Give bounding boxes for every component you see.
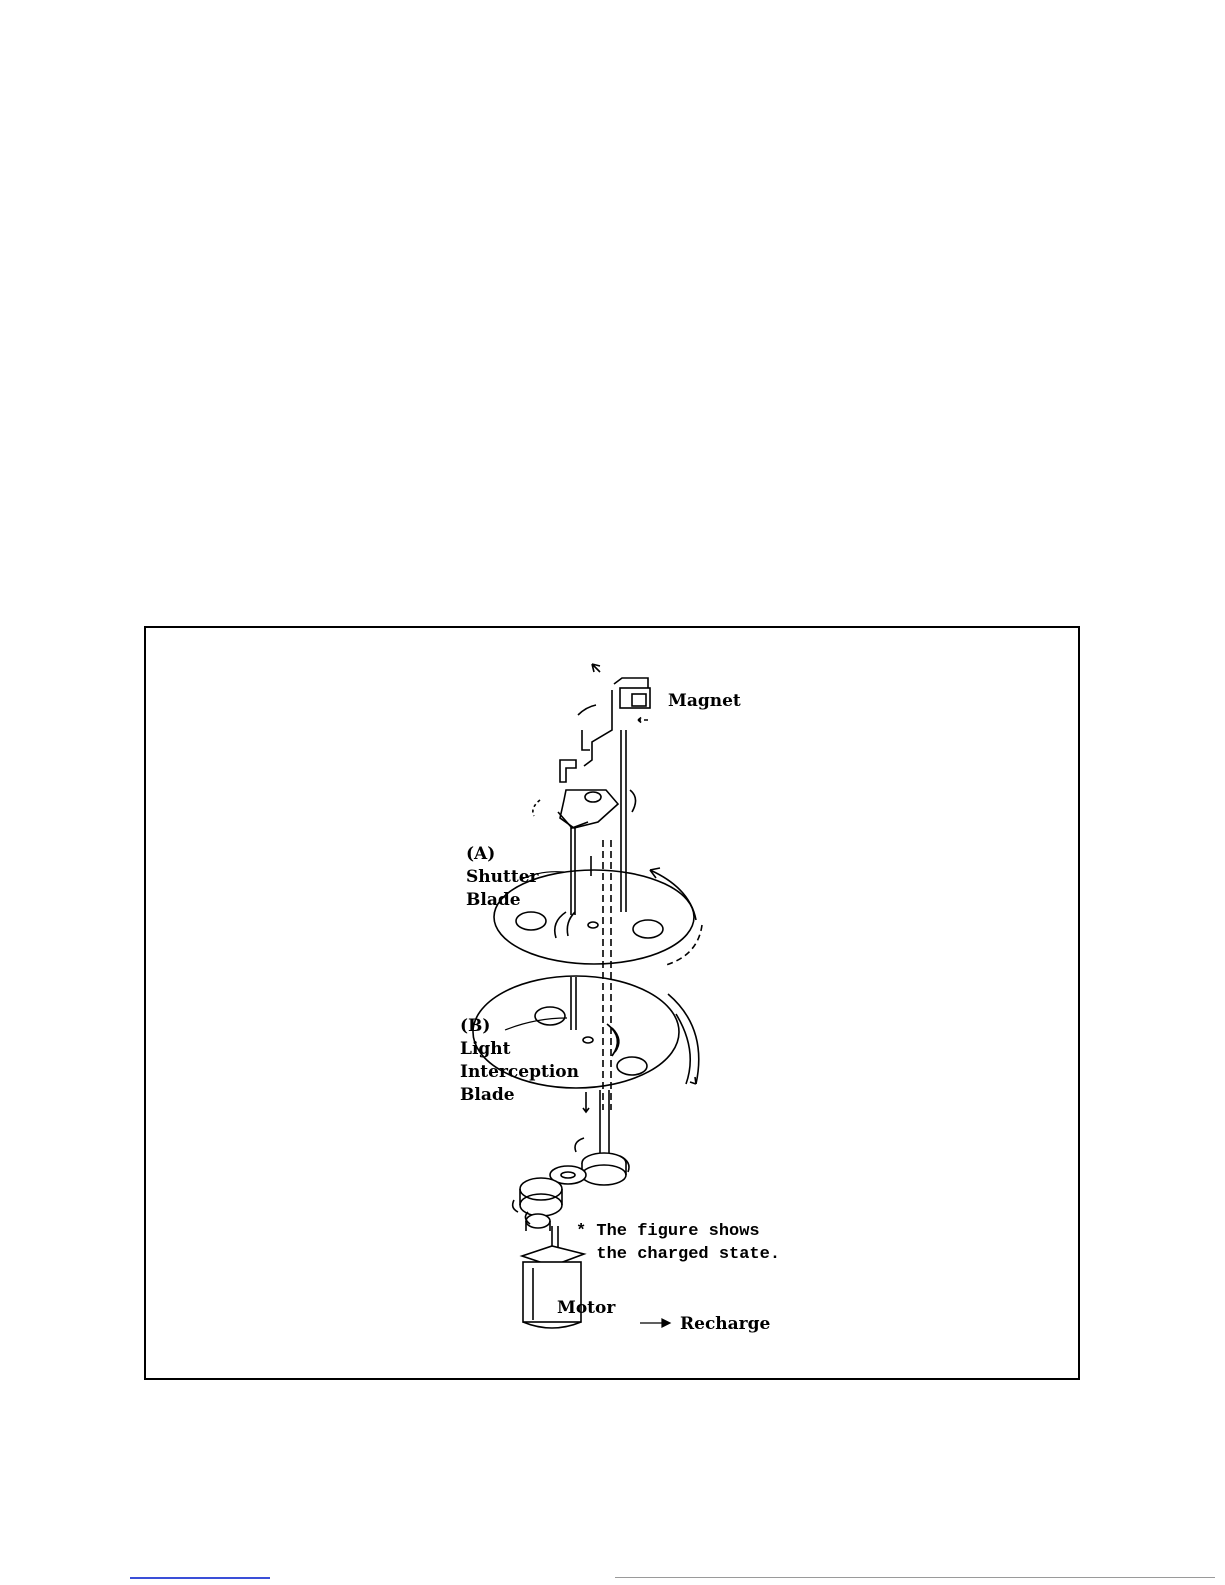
motor-label: Motor (557, 1298, 616, 1318)
shutter-blade-label-line1: Shutter (466, 867, 539, 887)
light-blade-label-line1: Light (460, 1039, 511, 1059)
light-blade-label-line2: Interception (460, 1062, 579, 1082)
recharge-legend-label: Recharge (680, 1314, 771, 1334)
shutter-blade-tag: (A) (466, 844, 496, 864)
charged-state-note-line2: the charged state. (576, 1245, 781, 1264)
shutter-blade-label-line2: Blade (466, 890, 521, 910)
light-blade-tag: (B) (460, 1016, 491, 1036)
light-blade-label-line3: Blade (460, 1085, 515, 1105)
footer-link-underline (130, 1577, 270, 1579)
charged-state-note-line1: * The figure shows (576, 1222, 760, 1241)
footer-divider (615, 1577, 1215, 1578)
gear-small (526, 1214, 550, 1228)
release-lever (560, 760, 576, 782)
magnet-label: Magnet (668, 691, 741, 711)
